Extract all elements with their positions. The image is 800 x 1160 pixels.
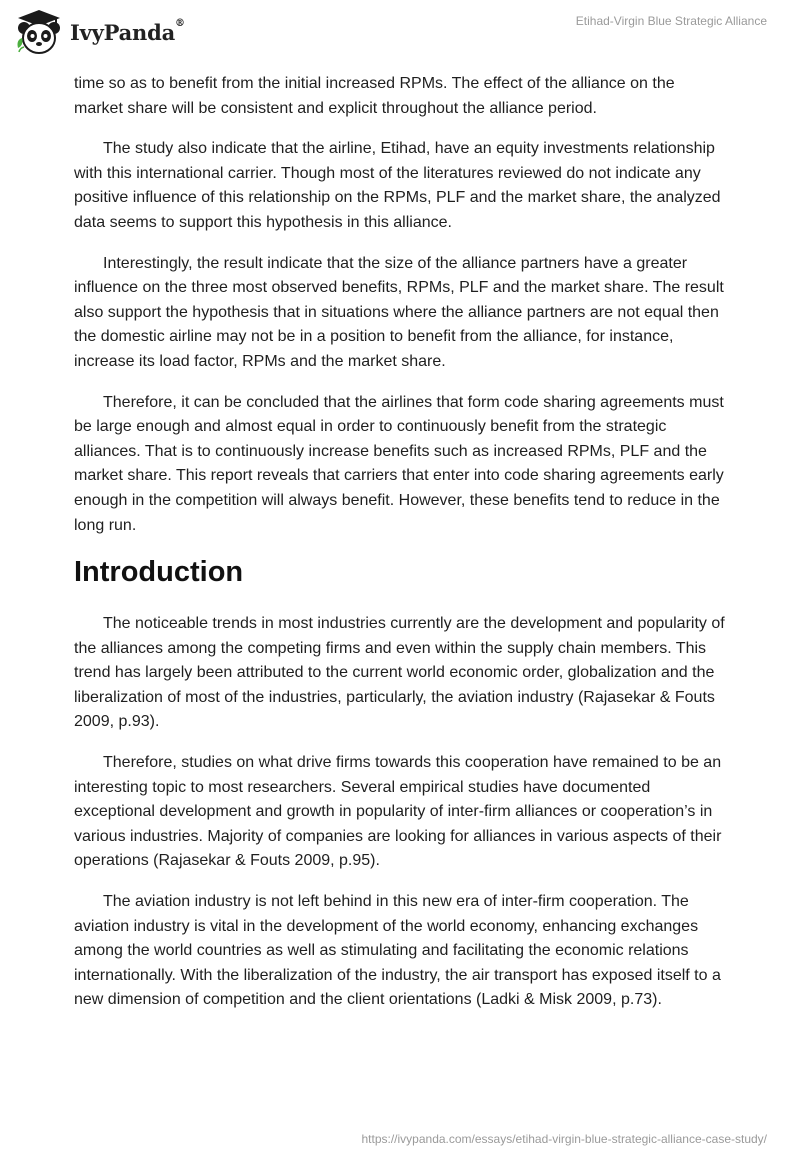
- brand-logo[interactable]: [14, 8, 185, 56]
- source-url: https://ivypanda.com/essays/etihad-virgin-blue-strategic-alliance-case-study/: [361, 1132, 767, 1146]
- paragraph: Therefore, studies on what drive firms towards this cooperation have remained to be an interesting topic to most researchers. Several empirical studies have documented exceptional development and growth in popularity of inter-firm alliances or cooperation’s in various industries. Majority of companies are looking for alliances in various aspects of their operations (Rajasekar & Fouts 2009, p.95).: [74, 754, 722, 870]
- page-header: [0, 0, 800, 64]
- paragraph: The noticeable trends in most industries currently are the development and popularity of the alliances among the competing firms and even within the supply chain members. This trend has largely been attributed to the current world economic order, globalization and the liberalization of most of the industries, particularly, the aviation industry (Rajasekar & Fouts 2009, p.93).: [74, 615, 725, 731]
- essay-body: [74, 72, 726, 1029]
- section-heading-introduction: Introduction: [74, 556, 244, 589]
- paragraph: The study also indicate that the airline, Etihad, have an equity investments relationship with this international carrier. Though most of the literatures reviewed do not indicate any positive influence of this relationship on the RPMs, PLF and the market share, the analyzed data seems to support this hypothesis in this alliance.: [74, 140, 721, 231]
- panda-logo-icon: [14, 8, 64, 56]
- brand-name: [70, 17, 185, 45]
- brand-name-text: IvyPanda: [70, 19, 176, 45]
- paragraph: Interestingly, the result indicate that the size of the alliance partners have a greater influence on the three most observed benefits, RPMs, PLF and the market share. The result also support the hypothesis that in situations where the alliance partners are not equal then the domestic airline may not be in a position to benefit from the alliance, for instance, increase its load factor, RPMs and the market share.: [74, 254, 724, 370]
- paragraph: The aviation industry is not left behind in this new era of inter-firm cooperation. The aviation industry is vital in the development of the world economy, enhancing exchanges among the world countries as well as stimulating and facilitating the economic relations internationally. With the liberalization of the industry, the air transport has exposed itself to a new dimension of competition and the client orientations (Ladki & Misk 2009, p.73).: [74, 893, 721, 1009]
- paragraph: Therefore, it can be concluded that the airlines that form code sharing agreements must be large enough and almost equal in order to continuously benefit from the strategic alliances. That is to continuously increase benefits such as increased RPMs, PLF and the market share. This report reveals that carriers that enter into code sharing agreements early enough in the competition will always benefit. However, these benefits tend to reduce in the long run.: [74, 393, 724, 534]
- document-title: Etihad-Virgin Blue Strategic Alliance: [575, 14, 767, 28]
- registered-mark: ®: [175, 17, 185, 29]
- paragraph-continued: time so as to benefit from the initial increased RPMs. The effect of the alliance on the market share will be consistent and explicit throughout the alliance period.: [74, 75, 675, 117]
